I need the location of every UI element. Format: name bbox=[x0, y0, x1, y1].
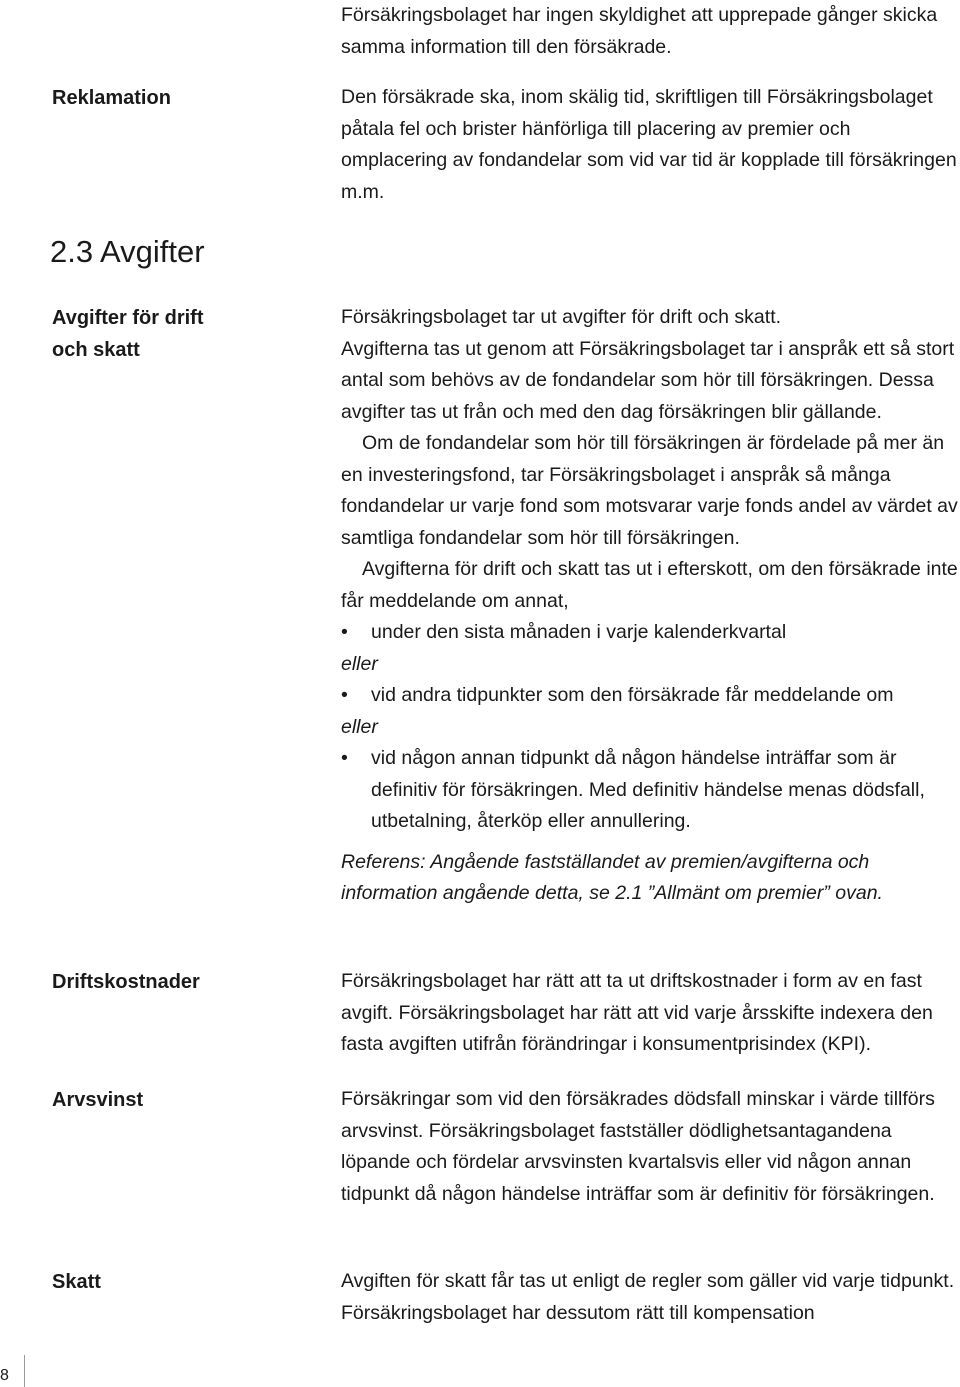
page-margin-rule bbox=[24, 1355, 25, 1387]
heading-skatt: Skatt bbox=[52, 1271, 101, 1293]
drift-p2: Avgifterna tas ut genom att Försäkringsbolaget tar i anspråk ett så stort antal som behövs av de fondandelar som hör till försäkringen. Dessa avgifter tas ut från och med den dag försäkringen blir gällande. bbox=[341, 337, 955, 423]
bullet-icon: • bbox=[341, 747, 348, 769]
skatt-text: Avgiften för skatt får tas ut enligt de regler som gäller vid varje tidpunkt. Försäkringsbolaget har dessutom rätt till kompensation bbox=[341, 1270, 955, 1324]
heading-avgifter-drift-line2: och skatt bbox=[52, 339, 140, 361]
driftskostnader-text: Försäkringsbolaget har rätt att ta ut driftskostnader i form av en fast avgift. Försäkringsbolaget har rätt att vid varje årsskifte indexera den fasta avgiften utifrån förändringar i konsumentprisindex (KPI). bbox=[341, 970, 933, 1055]
bullet-icon: • bbox=[341, 684, 348, 706]
bullet-icon: • bbox=[341, 621, 348, 643]
drift-p4: Avgifterna för drift och skatt tas ut i efterskott, om den försäkrade inte får meddelande om annat, bbox=[341, 558, 958, 612]
bullet-text-2: vid andra tidpunkter som den försäkrade får meddelande om bbox=[371, 684, 894, 706]
heading-avgifter-drift-line1: Avgifter för drift bbox=[52, 307, 204, 329]
or-connector-2: eller bbox=[341, 715, 378, 738]
reklamation-paragraph bbox=[341, 82, 960, 208]
bullet-text-1: under den sista månaden i varje kalenderkvartal bbox=[371, 621, 787, 643]
or-connector-1: eller bbox=[341, 652, 378, 675]
bullet-item bbox=[341, 743, 960, 838]
heading-arvsvinst: Arvsvinst bbox=[52, 1089, 144, 1111]
bullet-item bbox=[341, 680, 960, 712]
driftskostnader-paragraph bbox=[341, 966, 960, 1061]
section-title: 2.3 Avgifter bbox=[50, 234, 205, 269]
avgifter-drift-body bbox=[341, 302, 960, 910]
arvsvinst-text: Försäkringar som vid den försäkrades dödsfall minskar i värde tillförs arvsvinst. Försäkringsbolaget fastställer dödlighetsantagandena löpande och fördelar arvsvinsten kvartalsvis eller vid någon annan tidpunkt då någon händelse inträffar som är definitiv för försäkringen. bbox=[341, 1088, 935, 1205]
heading-driftskostnader: Driftskostnader bbox=[52, 971, 200, 993]
drift-p3: Om de fondandelar som hör till försäkringen är fördelade på mer än en investeringsfond, tar Försäkringsbolaget i anspråk så många fondandelar ur varje fond som motsvarar varje fonds andel av värdet av samtliga fondandelar som hör till försäkringen. bbox=[341, 432, 958, 549]
heading-avgifter-drift bbox=[52, 302, 203, 366]
bullet-text-3: vid någon annan tidpunkt då någon händelse inträffar som är definitiv för försäkringen. Med definitiv händelse menas dödsfall, utbetalning, återköp eller annullering. bbox=[371, 747, 925, 832]
intro-text: Försäkringsbolaget har ingen skyldighet att upprepade gånger skicka samma information till den försäkrade. bbox=[341, 4, 938, 58]
reference-note: Referens: Angående fastställandet av premien/avgifterna och information angående detta, se 2.1 ”Allmänt om premier” ovan. bbox=[341, 850, 883, 904]
skatt-paragraph bbox=[341, 1266, 960, 1329]
drift-p1: Försäkringsbolaget tar ut avgifter för drift och skatt. bbox=[341, 306, 782, 328]
intro-paragraph bbox=[341, 0, 960, 63]
bullet-item bbox=[341, 617, 960, 649]
page-number: 8 bbox=[0, 1367, 9, 1384]
reklamation-text: Den försäkrade ska, inom skälig tid, skriftligen till Försäkringsbolaget påtala fel och brister hänförliga till placering av premier och omplacering av fondandelar som vid var tid är kopplade till försäkringen m.m. bbox=[341, 86, 957, 203]
heading-reklamation: Reklamation bbox=[52, 87, 171, 109]
arvsvinst-paragraph bbox=[341, 1084, 960, 1210]
